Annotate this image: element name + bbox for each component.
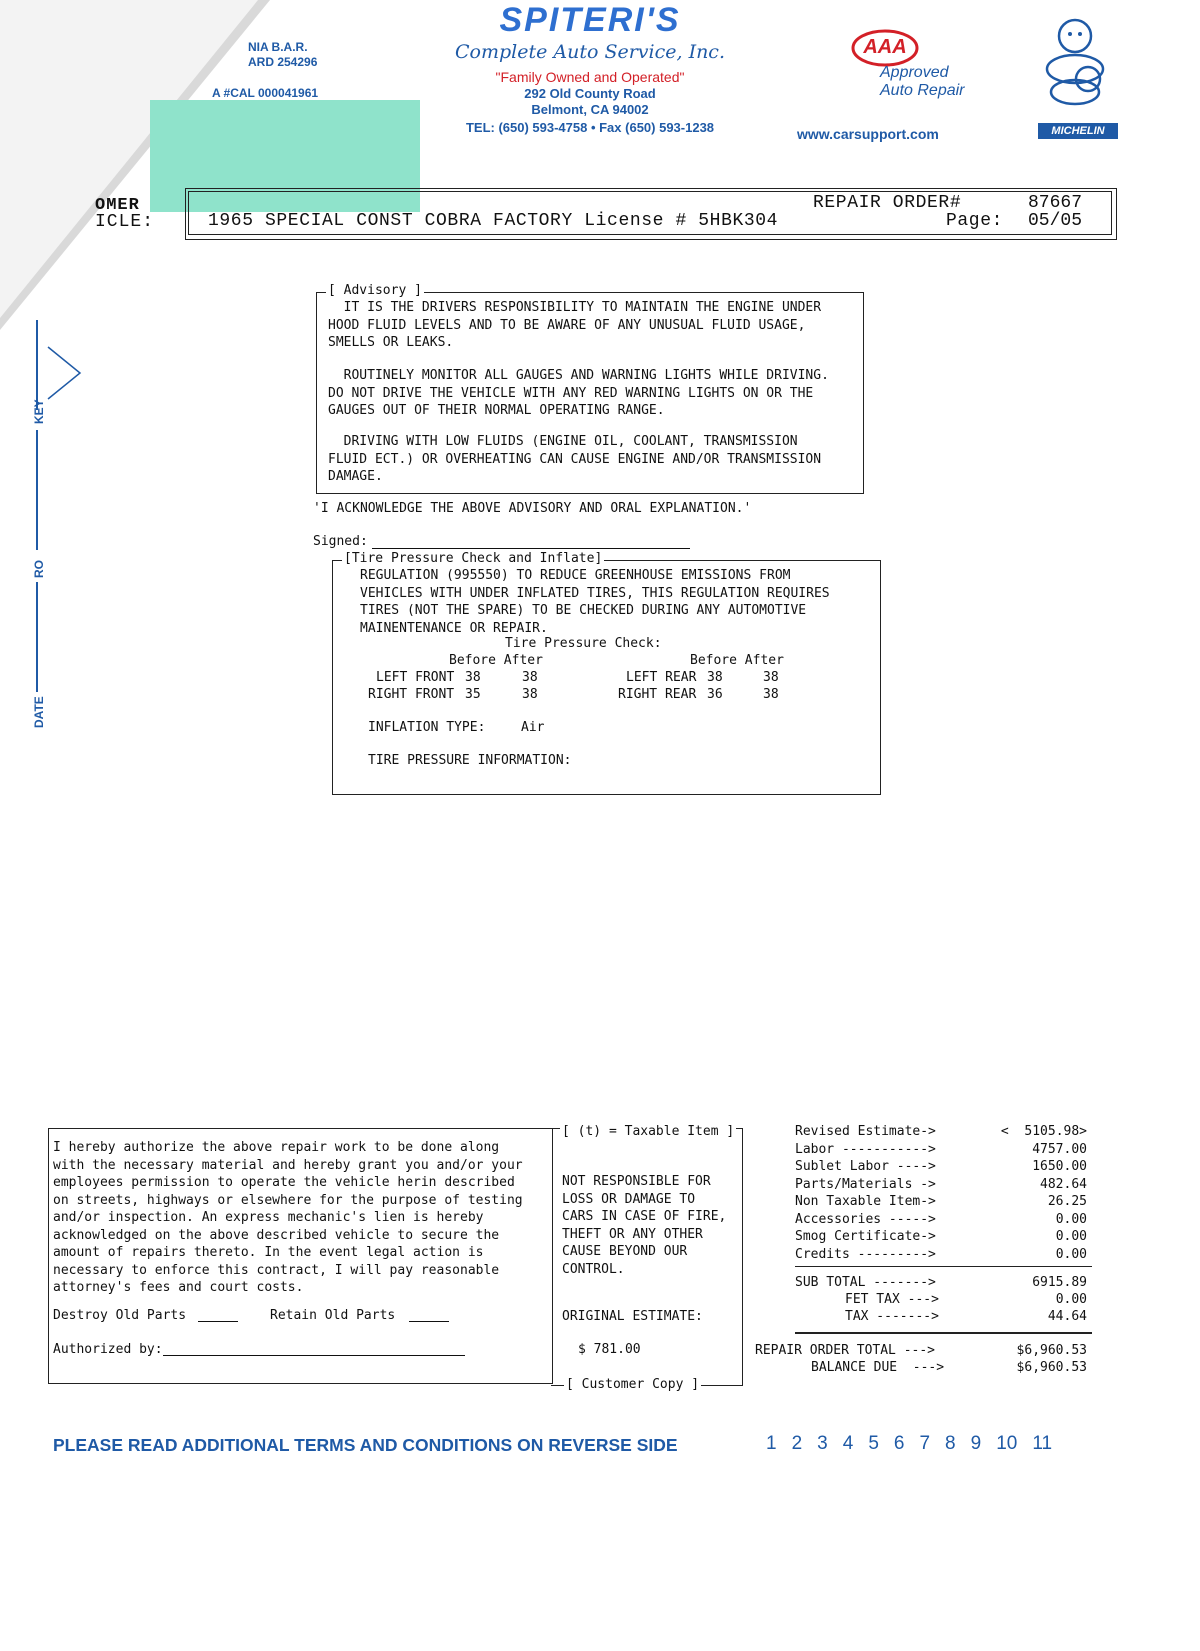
totals-row — [795, 1246, 1087, 1264]
page-number: 1 — [766, 1433, 777, 1454]
totals-row — [795, 1123, 1087, 1141]
inflation-value: Air — [521, 720, 545, 735]
key-label: KEY — [32, 399, 46, 424]
customer-copy-label: [ Customer Copy ] — [566, 1377, 700, 1392]
authorized-by-field[interactable] — [163, 1355, 465, 1356]
right-rear-before: 36 — [707, 687, 723, 702]
totals-value: 0.00 — [1055, 1229, 1087, 1244]
aaa-approved — [880, 64, 965, 100]
total-rule — [795, 1332, 1092, 1334]
balance-due-label: BALANCE DUE ---> — [811, 1360, 945, 1375]
retain-old-parts-label: Retain Old Parts — [270, 1308, 396, 1323]
original-estimate-value: $ 781.00 — [578, 1342, 641, 1357]
page-number: 4 — [842, 1433, 854, 1454]
not-responsible-text: NOT RESPONSIBLE FOR LOSS OR DAMAGE TO CARS IN CASE OF FIRE, THEFT OR ANY OTHER CAUSE BEYOND OUR CONTROL. — [562, 1174, 727, 1277]
totals-label: Sublet Labor ----> — [795, 1159, 936, 1174]
michelin-man-icon — [1030, 14, 1120, 114]
fet-tax-label: FET TAX ---> — [845, 1292, 939, 1307]
customer-label: OMER — [95, 196, 140, 215]
repair-order-label: REPAIR ORDER# — [813, 193, 962, 213]
totals-value: 0.00 — [1055, 1246, 1087, 1262]
right-rear-after: 38 — [763, 687, 779, 702]
ro-label: RO — [32, 560, 46, 578]
page-numbers — [766, 1433, 1052, 1455]
shop-tagline: "Family Owned and Operated" — [495, 69, 685, 85]
right-rear-label: RIGHT REAR — [618, 687, 697, 702]
totals-label: Smog Certificate-> — [795, 1229, 936, 1244]
page-number: 7 — [919, 1433, 931, 1454]
shop-subtitle: Complete Auto Service, Inc. — [454, 41, 725, 63]
shop-name: SPITERI'S — [499, 1, 681, 39]
totals-label: Accessories -----> — [795, 1211, 936, 1227]
left-rear-before: 38 — [707, 670, 723, 685]
destroy-old-parts-label: Destroy Old Parts — [53, 1308, 187, 1323]
shop-header — [440, 0, 740, 138]
acknowledge-text: 'I ACKNOWLEDGE THE ABOVE ADVISORY AND ORAL EXPLANATION.' — [313, 501, 752, 516]
page-number: 3 — [817, 1433, 828, 1454]
totals-value: 0.00 — [1055, 1211, 1087, 1227]
totals-label: Labor -----------> — [795, 1141, 936, 1157]
tire-info-label: TIRE PRESSURE INFORMATION: — [368, 753, 572, 768]
tax-label: TAX -------> — [845, 1309, 939, 1324]
totals-value: 1650.00 — [1032, 1159, 1087, 1174]
page-number: 9 — [970, 1433, 982, 1454]
totals-row — [795, 1141, 1087, 1159]
aaa-text: AAA — [863, 36, 907, 58]
bar-license — [248, 40, 317, 70]
totals-row — [795, 1228, 1087, 1246]
taxable-title: [ (t) = Taxable Item ] — [562, 1124, 735, 1139]
shop-address: 292 Old County Road — [524, 86, 656, 101]
tax-value: 44.64 — [1047, 1309, 1087, 1324]
page-number: 8 — [945, 1433, 956, 1454]
michelin-badge: MICHELIN — [1038, 123, 1118, 139]
totals-row — [795, 1176, 1087, 1194]
left-front-before: 38 — [465, 670, 481, 685]
left-rear-after: 38 — [763, 670, 779, 685]
fet-tax-value: 0.00 — [1055, 1292, 1087, 1307]
bar-line-2: ARD 254296 — [248, 55, 318, 69]
sub-total-value: 6915.89 — [1032, 1275, 1087, 1290]
left-front-label: LEFT FRONT — [376, 670, 455, 685]
shop-city: Belmont, CA 94002 — [531, 102, 649, 117]
advisory-paragraph-2: ROUTINELY MONITOR ALL GAUGES AND WARNING LIGHTS WHILE DRIVING. DO NOT DRIVE THE VEHICLE WITH ANY RED WARNING LIGHTS ON OR THE GAUGES OUT OF THEIR NORMAL OPERATING RANGE. — [328, 368, 829, 418]
tire-regulation: REGULATION (995550) TO REDUCE GREENHOUSE EMISSIONS FROM VEHICLES WITH UNDER INFLATED TIRES, THIS REGULATION REQUIRES TIRES (NOT THE SPARE) TO BE CHECKED DURING ANY AUTOMOTIVE MAINENTENANCE OR REPAIR. — [360, 568, 830, 636]
totals-label: Credits ---------> — [795, 1246, 936, 1262]
inflation-label: INFLATION TYPE: — [368, 720, 486, 735]
aaa-logo — [850, 28, 920, 68]
tire-before-after-right: Before After — [690, 653, 784, 668]
advisory-paragraph-1: IT IS THE DRIVERS RESPONSIBILITY TO MAINTAIN THE ENGINE UNDER HOOD FLUID LEVELS AND TO BE AWARE OF ANY UNUSUAL FLUID USAGE, SMELLS OR LEAKS. — [328, 300, 822, 350]
signed-label: Signed: — [313, 534, 368, 549]
aaa-approved-line: Approved — [880, 64, 949, 81]
key-arrow-icon — [44, 345, 84, 401]
totals-row — [795, 1158, 1087, 1176]
page-value: 05/05 — [1028, 211, 1083, 231]
left-rear-label: LEFT REAR — [626, 670, 697, 685]
sub-total-label: SUB TOTAL -------> — [795, 1275, 936, 1290]
date-line — [36, 582, 38, 692]
totals-value: 4757.00 — [1032, 1141, 1087, 1157]
page-number: 10 — [996, 1433, 1018, 1454]
page-number: 5 — [868, 1433, 879, 1454]
totals-row — [795, 1193, 1087, 1211]
cal-license: A #CAL 000041961 — [212, 86, 319, 100]
bar-line-1: NIA B.A.R. — [248, 40, 308, 54]
totals-label: Parts/Materials -> — [795, 1176, 936, 1192]
key-line — [36, 320, 38, 410]
authorized-by-label: Authorized by: — [53, 1342, 163, 1357]
original-estimate-label: ORIGINAL ESTIMATE: — [562, 1309, 703, 1324]
date-label: DATE — [32, 696, 46, 728]
destroy-old-parts-field[interactable] — [198, 1321, 238, 1322]
retain-old-parts-field[interactable] — [409, 1321, 449, 1322]
repair-order-total-label: REPAIR ORDER TOTAL ---> — [755, 1343, 936, 1358]
repair-order-number: 87667 — [1028, 193, 1083, 213]
totals-label: Non Taxable Item-> — [795, 1194, 936, 1209]
aaa-auto-repair-line: Auto Repair — [880, 82, 965, 99]
website: www.carsupport.com — [797, 126, 939, 142]
left-front-after: 38 — [522, 670, 538, 685]
page-number: 6 — [893, 1433, 905, 1454]
terms-notice: PLEASE READ ADDITIONAL TERMS AND CONDITIONS ON REVERSE SIDE — [53, 1435, 678, 1455]
right-front-label: RIGHT FRONT — [368, 687, 455, 702]
repair-order-total-value: $6,960.53 — [1016, 1343, 1087, 1358]
vehicle-label: ICLE: — [95, 212, 155, 232]
shop-phone: TEL: (650) 593-4758 • Fax (650) 593-1238 — [465, 120, 715, 135]
tire-title: [Tire Pressure Check and Inflate] — [344, 551, 603, 566]
tire-check-label: Tire Pressure Check: — [505, 636, 662, 651]
right-front-after: 38 — [522, 687, 538, 702]
subtotal-rule — [795, 1266, 1092, 1267]
advisory-title: [ Advisory ] — [328, 283, 422, 298]
page-number: 2 — [791, 1433, 803, 1454]
totals-value: < 5105.98> — [1000, 1124, 1087, 1139]
totals-value: 26.25 — [1047, 1194, 1087, 1209]
totals-label: Revised Estimate-> — [795, 1124, 936, 1139]
balance-due-value: $6,960.53 — [1016, 1360, 1087, 1375]
totals-value: 482.64 — [1040, 1176, 1087, 1192]
authorization-text: I hereby authorize the above repair work to be done along with the necessary material and hereby grant you and/or your employees permission to operate the vehicle herin described on streets, highways or elsewhere for the purpose of testing and/or inspection. An express mechanic's lien is hereby acknowledged on the above described vehicle to secure the amount of repairs thereto. In the event legal action is necessary to enforce this contract, I will pay reasonable attorney's fees and court costs. — [53, 1140, 523, 1295]
totals-list — [795, 1123, 1087, 1263]
advisory-paragraph-3: DRIVING WITH LOW FLUIDS (ENGINE OIL, COOLANT, TRANSMISSION FLUID ECT.) OR OVERHEATING CAN CAUSE ENGINE AND/OR TRANSMISSION DAMAGE. — [328, 434, 822, 484]
tire-before-after-left: Before After — [449, 653, 543, 668]
page-label: Page: — [946, 211, 1004, 231]
signature-line[interactable] — [372, 548, 690, 549]
page-number: 11 — [1032, 1433, 1053, 1454]
totals-row — [795, 1211, 1087, 1229]
vehicle-line: 1965 SPECIAL CONST COBRA FACTORY License # 5HBK304 — [208, 211, 779, 231]
ro-line — [36, 430, 38, 550]
right-front-before: 35 — [465, 687, 481, 702]
